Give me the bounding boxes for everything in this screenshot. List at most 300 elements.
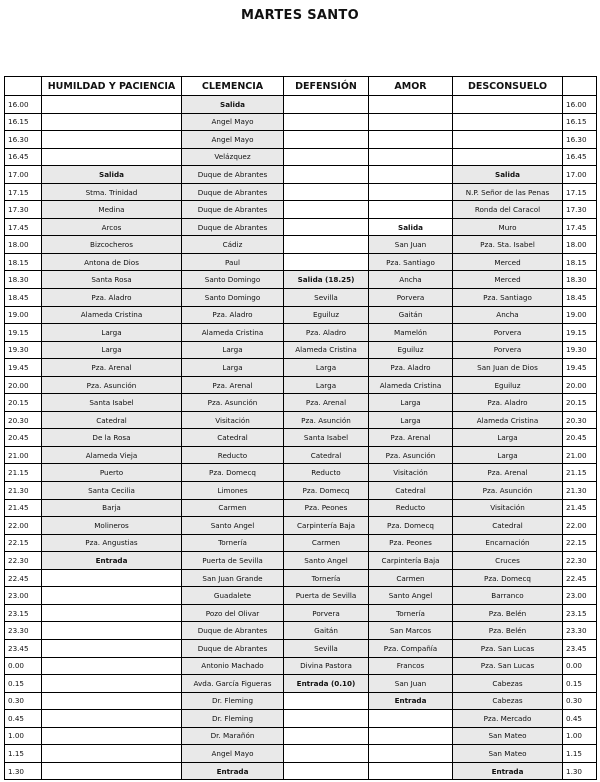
- table-row: [5, 762, 597, 780]
- route-cell: [284, 762, 369, 780]
- route-cell: San Juan: [369, 675, 453, 693]
- time-cell: 18.00: [563, 236, 597, 254]
- time-cell: 1.30: [5, 762, 42, 780]
- route-cell: San Juan de Dios: [453, 359, 563, 377]
- route-cell: Pza. Aladro: [369, 359, 453, 377]
- route-cell: Larga: [284, 376, 369, 394]
- route-cell: Pza. Asunción: [369, 446, 453, 464]
- route-cell: Pza. Arenal: [284, 394, 369, 412]
- time-cell: 21.00: [563, 446, 597, 464]
- route-cell: Paul: [182, 253, 284, 271]
- route-cell: Pza. Arenal: [369, 429, 453, 447]
- route-cell: [453, 96, 563, 114]
- time-cell: 0.15: [5, 675, 42, 693]
- route-cell: Stma. Trinidad: [42, 183, 182, 201]
- route-cell: Velázquez: [182, 148, 284, 166]
- route-cell: Entrada (0.10): [284, 675, 369, 693]
- route-cell: Alameda Cristina: [284, 341, 369, 359]
- route-cell: Entrada: [453, 762, 563, 780]
- route-cell: Catedral: [284, 446, 369, 464]
- route-cell: Larga: [42, 324, 182, 342]
- route-cell: [42, 710, 182, 728]
- route-cell: Reducto: [369, 499, 453, 517]
- route-cell: Pza. Aladro: [453, 394, 563, 412]
- route-cell: San Mateo: [453, 745, 563, 763]
- route-cell: Divina Pastora: [284, 657, 369, 675]
- time-cell: 1.15: [5, 745, 42, 763]
- route-cell: [369, 201, 453, 219]
- time-cell: 21.00: [5, 446, 42, 464]
- time-cell: 18.15: [5, 253, 42, 271]
- table-row: [5, 552, 597, 570]
- route-cell: Eguiluz: [369, 341, 453, 359]
- route-cell: Antonio Machado: [182, 657, 284, 675]
- route-cell: [284, 253, 369, 271]
- table-row: [5, 622, 597, 640]
- route-cell: Visitación: [182, 411, 284, 429]
- route-cell: Barja: [42, 499, 182, 517]
- table-row: [5, 657, 597, 675]
- route-cell: Alameda Cristina: [453, 411, 563, 429]
- route-cell: [369, 131, 453, 149]
- table-row: [5, 727, 597, 745]
- route-cell: [42, 692, 182, 710]
- route-cell: Sevilla: [284, 289, 369, 307]
- time-cell: 17.45: [5, 218, 42, 236]
- table-row: [5, 113, 597, 131]
- route-cell: [284, 96, 369, 114]
- route-cell: [369, 166, 453, 184]
- route-cell: [284, 131, 369, 149]
- time-cell: 23.30: [563, 622, 597, 640]
- table-row: [5, 148, 597, 166]
- route-cell: Puerta de Sevilla: [284, 587, 369, 605]
- route-cell: Francos: [369, 657, 453, 675]
- route-cell: Bizcocheros: [42, 236, 182, 254]
- route-cell: Carmen: [284, 534, 369, 552]
- time-cell: 17.30: [5, 201, 42, 219]
- table-row: [5, 587, 597, 605]
- time-cell: 20.00: [563, 376, 597, 394]
- table-row: [5, 411, 597, 429]
- time-cell: 16.45: [5, 148, 42, 166]
- route-cell: [369, 148, 453, 166]
- route-cell: Alameda Vieja: [42, 446, 182, 464]
- time-cell: 18.45: [5, 289, 42, 307]
- route-cell: Puerto: [42, 464, 182, 482]
- route-cell: Santo Domingo: [182, 289, 284, 307]
- table-row: [5, 499, 597, 517]
- route-cell: Muro: [453, 218, 563, 236]
- time-cell: 23.45: [563, 639, 597, 657]
- time-cell: 18.45: [563, 289, 597, 307]
- route-cell: Pza. Asunción: [453, 482, 563, 500]
- route-cell: Larga: [182, 341, 284, 359]
- time-cell: 19.45: [5, 359, 42, 377]
- route-cell: Duque de Abrantes: [182, 201, 284, 219]
- table-row: [5, 429, 597, 447]
- route-cell: Porvera: [284, 604, 369, 622]
- time-cell: 0.45: [5, 710, 42, 728]
- route-cell: Tornería: [369, 604, 453, 622]
- time-cell: 22.00: [563, 517, 597, 535]
- route-cell: [42, 745, 182, 763]
- route-cell: [42, 96, 182, 114]
- route-cell: Salida: [453, 166, 563, 184]
- route-cell: [42, 762, 182, 780]
- route-cell: Duque de Abrantes: [182, 622, 284, 640]
- route-cell: Arcos: [42, 218, 182, 236]
- time-cell: 20.30: [5, 411, 42, 429]
- time-cell: 16.00: [563, 96, 597, 114]
- route-cell: San Mateo: [453, 727, 563, 745]
- time-cell: 1.00: [563, 727, 597, 745]
- table-row: [5, 271, 597, 289]
- time-cell: 23.00: [563, 587, 597, 605]
- route-cell: Pza. Mercado: [453, 710, 563, 728]
- table-row: [5, 253, 597, 271]
- route-cell: Carmen: [182, 499, 284, 517]
- route-cell: Alameda Cristina: [42, 306, 182, 324]
- route-cell: Pza. Domecq: [284, 482, 369, 500]
- time-cell: 16.45: [563, 148, 597, 166]
- time-cell: 23.30: [5, 622, 42, 640]
- route-cell: [42, 622, 182, 640]
- route-cell: Porvera: [453, 324, 563, 342]
- table-row: [5, 394, 597, 412]
- route-cell: Dr. Fleming: [182, 710, 284, 728]
- route-cell: [369, 183, 453, 201]
- route-cell: [369, 96, 453, 114]
- time-cell: 18.30: [5, 271, 42, 289]
- table-row: [5, 464, 597, 482]
- schedule-table: [4, 76, 597, 780]
- route-cell: [284, 148, 369, 166]
- route-cell: Pza. Arenal: [182, 376, 284, 394]
- column-header: CLEMENCIA: [182, 77, 284, 96]
- time-cell: 0.00: [5, 657, 42, 675]
- time-cell: 19.30: [563, 341, 597, 359]
- table-row: [5, 96, 597, 114]
- table-row: [5, 745, 597, 763]
- route-cell: Larga: [42, 341, 182, 359]
- route-cell: Angel Mayo: [182, 131, 284, 149]
- table-row: [5, 289, 597, 307]
- route-cell: [284, 745, 369, 763]
- table-row: [5, 639, 597, 657]
- header-row: [5, 77, 597, 96]
- route-cell: [42, 131, 182, 149]
- route-cell: [284, 692, 369, 710]
- route-cell: [42, 113, 182, 131]
- route-cell: [284, 218, 369, 236]
- table-row: [5, 569, 597, 587]
- route-cell: Santa Cecilia: [42, 482, 182, 500]
- route-cell: Pza. Belén: [453, 604, 563, 622]
- route-cell: [284, 201, 369, 219]
- route-cell: Encarnación: [453, 534, 563, 552]
- route-cell: Reducto: [182, 446, 284, 464]
- route-cell: [42, 657, 182, 675]
- route-cell: Pza. Belén: [453, 622, 563, 640]
- route-cell: Pza. Asunción: [42, 376, 182, 394]
- table-row: [5, 534, 597, 552]
- route-cell: Pza. Aladro: [182, 306, 284, 324]
- route-cell: [369, 727, 453, 745]
- route-cell: Pza. Domecq: [369, 517, 453, 535]
- route-cell: Duque de Abrantes: [182, 639, 284, 657]
- time-cell: 0.00: [563, 657, 597, 675]
- route-cell: Pza. Arenal: [42, 359, 182, 377]
- route-cell: Catedral: [453, 517, 563, 535]
- route-cell: Duque de Abrantes: [182, 166, 284, 184]
- time-cell: 23.00: [5, 587, 42, 605]
- time-cell: 20.00: [5, 376, 42, 394]
- page-title: MARTES SANTO: [241, 8, 359, 23]
- time-cell: 17.15: [563, 183, 597, 201]
- column-header: HUMILDAD Y PACIENCIA: [42, 77, 182, 96]
- route-cell: Visitación: [453, 499, 563, 517]
- time-cell: 0.15: [563, 675, 597, 693]
- route-cell: N.P. Señor de las Penas: [453, 183, 563, 201]
- route-cell: Larga: [182, 359, 284, 377]
- time-cell: 23.15: [563, 604, 597, 622]
- table-row: [5, 306, 597, 324]
- route-cell: Tornería: [284, 569, 369, 587]
- time-cell: 19.45: [563, 359, 597, 377]
- route-cell: Pza. San Lucas: [453, 639, 563, 657]
- route-cell: Ronda del Caracol: [453, 201, 563, 219]
- time-cell: 16.30: [5, 131, 42, 149]
- route-cell: Limones: [182, 482, 284, 500]
- time-cell: 18.15: [563, 253, 597, 271]
- table-row: [5, 675, 597, 693]
- column-header: DESCONSUELO: [453, 77, 563, 96]
- time-cell: 20.15: [5, 394, 42, 412]
- table-row: [5, 218, 597, 236]
- time-cell: 21.45: [5, 499, 42, 517]
- route-cell: Cádiz: [182, 236, 284, 254]
- route-cell: Alameda Cristina: [369, 376, 453, 394]
- route-cell: [453, 148, 563, 166]
- table-row: [5, 341, 597, 359]
- route-cell: Ancha: [369, 271, 453, 289]
- route-cell: Sevilla: [284, 639, 369, 657]
- route-cell: Entrada: [369, 692, 453, 710]
- route-cell: Salida: [42, 166, 182, 184]
- route-cell: Larga: [369, 411, 453, 429]
- route-cell: Santa Isabel: [42, 394, 182, 412]
- route-cell: Antona de Dios: [42, 253, 182, 271]
- route-cell: Visitación: [369, 464, 453, 482]
- route-cell: Pza. Peones: [284, 499, 369, 517]
- route-cell: Molineros: [42, 517, 182, 535]
- time-cell: 0.30: [5, 692, 42, 710]
- column-header: AMOR: [369, 77, 453, 96]
- time-cell: 19.30: [5, 341, 42, 359]
- route-cell: Angel Mayo: [182, 745, 284, 763]
- route-cell: Cabezas: [453, 675, 563, 693]
- route-cell: Santo Domingo: [182, 271, 284, 289]
- time-cell: 17.00: [563, 166, 597, 184]
- route-cell: [453, 113, 563, 131]
- route-cell: Gaitán: [284, 622, 369, 640]
- time-cell: 22.30: [5, 552, 42, 570]
- table-row: [5, 710, 597, 728]
- time-cell: 22.15: [563, 534, 597, 552]
- time-header: [563, 77, 597, 96]
- time-cell: 20.45: [5, 429, 42, 447]
- time-cell: 16.00: [5, 96, 42, 114]
- time-cell: 20.15: [563, 394, 597, 412]
- route-cell: Pza. San Lucas: [453, 657, 563, 675]
- route-cell: Dr. Marañón: [182, 727, 284, 745]
- route-cell: [42, 587, 182, 605]
- time-cell: 19.15: [5, 324, 42, 342]
- route-cell: [369, 745, 453, 763]
- route-cell: Santo Angel: [182, 517, 284, 535]
- route-cell: Pza. Compañía: [369, 639, 453, 657]
- route-cell: Porvera: [453, 341, 563, 359]
- route-cell: Barranco: [453, 587, 563, 605]
- route-cell: Alameda Cristina: [182, 324, 284, 342]
- route-cell: [284, 710, 369, 728]
- route-cell: Pza. Domecq: [453, 569, 563, 587]
- time-cell: 17.45: [563, 218, 597, 236]
- time-cell: 22.30: [563, 552, 597, 570]
- route-cell: Ancha: [453, 306, 563, 324]
- route-cell: Eguiluz: [453, 376, 563, 394]
- time-cell: 17.30: [563, 201, 597, 219]
- route-cell: Pza. Angustias: [42, 534, 182, 552]
- route-cell: De la Rosa: [42, 429, 182, 447]
- route-cell: Pza. Peones: [369, 534, 453, 552]
- time-cell: 23.15: [5, 604, 42, 622]
- route-cell: Pza. Santiago: [453, 289, 563, 307]
- route-cell: [42, 639, 182, 657]
- route-cell: [284, 727, 369, 745]
- route-cell: Gaitán: [369, 306, 453, 324]
- time-cell: 16.15: [5, 113, 42, 131]
- route-cell: Pozo del Olivar: [182, 604, 284, 622]
- time-cell: 19.15: [563, 324, 597, 342]
- route-cell: Tornería: [182, 534, 284, 552]
- time-cell: 18.00: [5, 236, 42, 254]
- route-cell: [369, 113, 453, 131]
- time-cell: 0.30: [563, 692, 597, 710]
- route-cell: Larga: [284, 359, 369, 377]
- route-cell: Entrada: [42, 552, 182, 570]
- route-cell: Santa Rosa: [42, 271, 182, 289]
- route-cell: Pza. Sta. Isabel: [453, 236, 563, 254]
- route-cell: Duque de Abrantes: [182, 183, 284, 201]
- table-row: [5, 166, 597, 184]
- route-cell: Pza. Domecq: [182, 464, 284, 482]
- time-cell: 22.15: [5, 534, 42, 552]
- route-cell: Medina: [42, 201, 182, 219]
- route-cell: Salida: [182, 96, 284, 114]
- time-cell: 17.00: [5, 166, 42, 184]
- time-cell: 18.30: [563, 271, 597, 289]
- route-cell: Eguiluz: [284, 306, 369, 324]
- time-cell: 20.45: [563, 429, 597, 447]
- route-cell: Merced: [453, 271, 563, 289]
- time-cell: 0.45: [563, 710, 597, 728]
- table-row: [5, 236, 597, 254]
- route-cell: Catedral: [42, 411, 182, 429]
- route-cell: Pza. Arenal: [453, 464, 563, 482]
- column-header: DEFENSIÓN: [284, 77, 369, 96]
- route-cell: [369, 710, 453, 728]
- route-cell: Avda. García Figueras: [182, 675, 284, 693]
- route-cell: Merced: [453, 253, 563, 271]
- route-cell: Porvera: [369, 289, 453, 307]
- route-cell: Catedral: [182, 429, 284, 447]
- route-cell: [284, 113, 369, 131]
- time-cell: 1.00: [5, 727, 42, 745]
- route-cell: Reducto: [284, 464, 369, 482]
- time-cell: 22.45: [5, 569, 42, 587]
- schedule-body: [5, 96, 597, 780]
- route-cell: Carmen: [369, 569, 453, 587]
- route-cell: San Marcos: [369, 622, 453, 640]
- route-cell: Duque de Abrantes: [182, 218, 284, 236]
- route-cell: Salida (18.25): [284, 271, 369, 289]
- route-cell: Santo Angel: [284, 552, 369, 570]
- table-row: [5, 324, 597, 342]
- table-row: [5, 376, 597, 394]
- time-cell: 19.00: [563, 306, 597, 324]
- route-cell: Catedral: [369, 482, 453, 500]
- table-row: [5, 201, 597, 219]
- route-cell: Puerta de Sevilla: [182, 552, 284, 570]
- route-cell: Pza. Asunción: [284, 411, 369, 429]
- route-cell: [42, 604, 182, 622]
- route-cell: Pza. Asunción: [182, 394, 284, 412]
- route-cell: Carpintería Baja: [369, 552, 453, 570]
- time-cell: 16.30: [563, 131, 597, 149]
- route-cell: Cruces: [453, 552, 563, 570]
- route-cell: [284, 166, 369, 184]
- route-cell: [42, 148, 182, 166]
- time-cell: 22.45: [563, 569, 597, 587]
- table-row: [5, 446, 597, 464]
- time-header: [5, 77, 42, 96]
- time-cell: 23.45: [5, 639, 42, 657]
- table-row: [5, 517, 597, 535]
- table-row: [5, 131, 597, 149]
- time-cell: 21.15: [563, 464, 597, 482]
- table-row: [5, 692, 597, 710]
- time-cell: 21.15: [5, 464, 42, 482]
- route-cell: Guadalete: [182, 587, 284, 605]
- route-cell: [42, 727, 182, 745]
- time-cell: 22.00: [5, 517, 42, 535]
- route-cell: [284, 183, 369, 201]
- time-cell: 19.00: [5, 306, 42, 324]
- route-cell: Santo Angel: [369, 587, 453, 605]
- time-cell: 20.30: [563, 411, 597, 429]
- table-row: [5, 482, 597, 500]
- table-row: [5, 604, 597, 622]
- table-row: [5, 359, 597, 377]
- route-cell: [42, 569, 182, 587]
- route-cell: Larga: [453, 429, 563, 447]
- route-cell: Pza. Santiago: [369, 253, 453, 271]
- time-cell: 16.15: [563, 113, 597, 131]
- route-cell: Salida: [369, 218, 453, 236]
- time-cell: 1.30: [563, 762, 597, 780]
